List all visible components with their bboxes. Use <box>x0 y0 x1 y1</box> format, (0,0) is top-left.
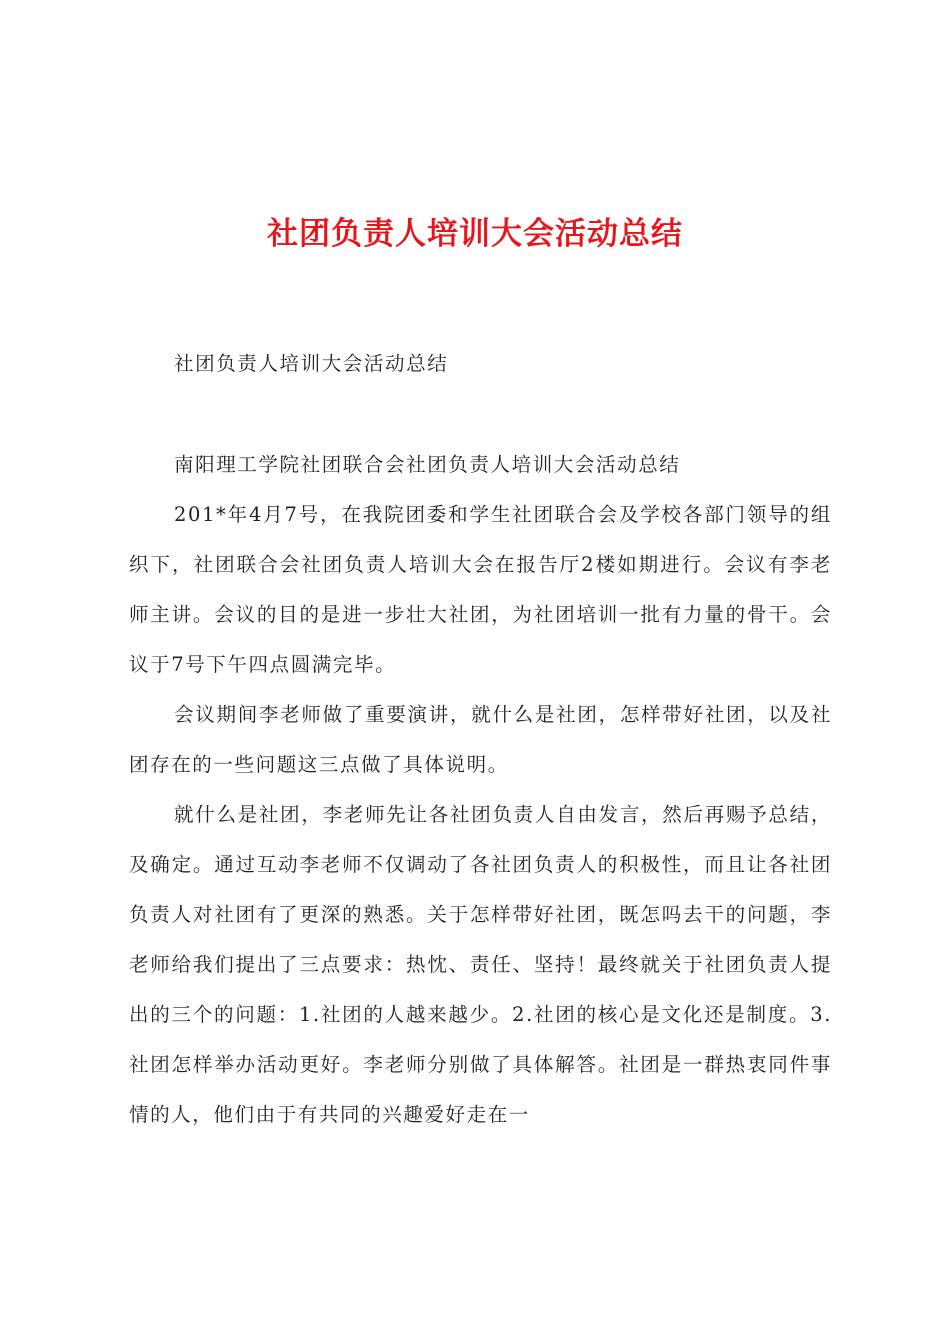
paragraph: 会议期间李老师做了重要演讲，就什么是社团，怎样带好社团，以及社团存在的一些问题这三点做了具体说明。 <box>129 703 832 776</box>
paragraph: 201*年4月7号，在我院团委和学生社团联合会及学校各部门领导的组织下，社团联合会社团负责人培训大会在报告厅2楼如期进行。会议有李老师主讲。会议的目的是进一步壮大社团，为社团培训一批有力量的骨干。会议于7号下午四点圆满完毕。 <box>129 503 832 676</box>
document-subtitle: 社团负责人培训大会活动总结 <box>174 352 449 375</box>
organization-heading: 南阳理工学院社团联合会社团负责人培训大会活动总结 <box>174 453 681 476</box>
document-title: 社团负责人培训大会活动总结 <box>267 216 683 252</box>
document-body <box>129 490 832 1140</box>
paragraph: 就什么是社团，李老师先让各社团负责人自由发言，然后再赐予总结，及确定。通过互动李老师不仅调动了各社团负责人的积极性，而且让各社团负责人对社团有了更深的熟悉。关于怎样带好社团，既怎吗去干的问题，李老师给我们提出了三点要求：热忱、责任、坚持！最终就关于社团负责人提出的三个的问题：1.社团的人越来越少。2.社团的核心是文化还是制度。3.社团怎样举办活动更好。李老师分别做了具体解答。社团是一群热衷同件事情的人，他们由于有共同的兴趣爱好走在一 <box>129 803 832 1126</box>
